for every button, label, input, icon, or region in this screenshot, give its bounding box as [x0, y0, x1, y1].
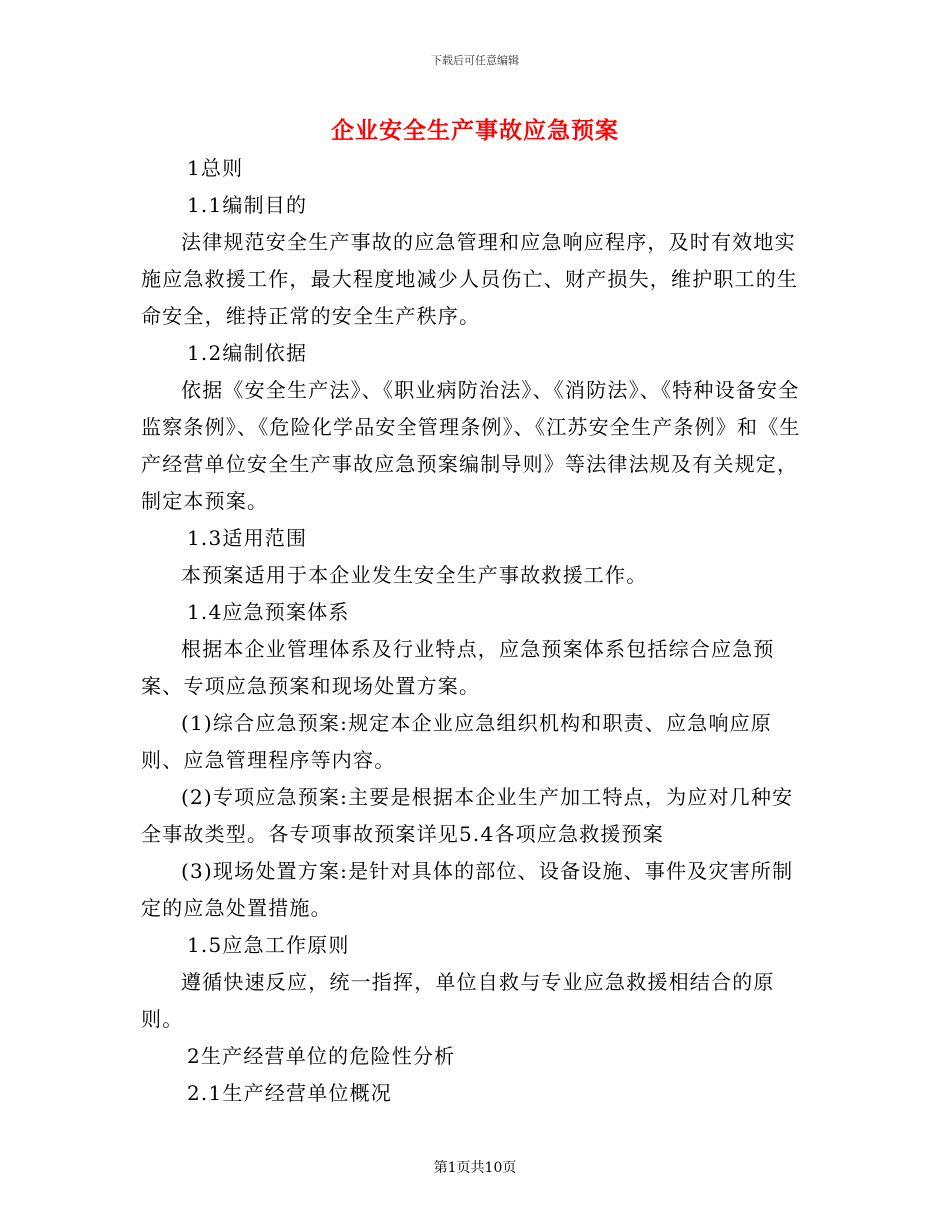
subsection-heading: 1.3适用范围	[187, 526, 308, 550]
subsection-heading: 1.5应急工作原则	[187, 933, 350, 957]
section-heading: 2生产经营单位的危险性分析	[187, 1044, 456, 1068]
paragraph: 本预案适用于本企业发生安全生产事故救援工作。	[181, 563, 648, 587]
subsection-heading: 2.1生产经营单位概况	[187, 1081, 393, 1105]
page-footer-number: 第1页共10页	[433, 1160, 517, 1176]
paragraph: 遵循快速反应，统一指挥，单位自救与专业应急救援相结合的原则。	[141, 970, 775, 1031]
subsection-heading: 1.2编制依据	[187, 341, 308, 365]
subsection-heading: 1.1编制目的	[187, 193, 308, 217]
section-heading: 1总则	[187, 156, 244, 180]
paragraph: 依据《安全生产法》、《职业病防治法》、《消防法》、《特种设备安全监察条例》、《危险化学品安全管理条例》、《江苏安全生产条例》和《生产经营单位安全生产事故应急预案编制导则》等法律法规及有关规定，制定本预案。	[141, 378, 801, 513]
document-title: 企业安全生产事故应急预案	[331, 117, 619, 144]
paragraph: 法律规范安全生产事故的应急管理和应急响应程序，及时有效地实施应急救援工作，最大程度地减少人员伤亡、财产损失，维护职工的生命安全，维持正常的安全生产秩序。	[141, 230, 799, 328]
paragraph: 根据本企业管理体系及行业特点，应急预案体系包括综合应急预案、专项应急预案和现场处置方案。	[141, 637, 775, 698]
list-item: (2)专项应急预案:主要是根据本企业生产加工特点，为应对几种安全事故类型。各专项事故预案详见5.4各项应急救援预案	[141, 785, 794, 846]
list-item: (1)综合应急预案:规定本企业应急组织机构和职责、应急响应原则、应急管理程序等内容。	[141, 711, 773, 772]
subsection-heading: 1.4应急预案体系	[187, 600, 350, 624]
page-header-note: 下载后可任意编辑	[431, 54, 519, 67]
document-body	[141, 150, 801, 1112]
list-item: (3)现场处置方案:是针对具体的部位、设备设施、事件及灾害所制定的应急处置措施。	[141, 859, 794, 920]
